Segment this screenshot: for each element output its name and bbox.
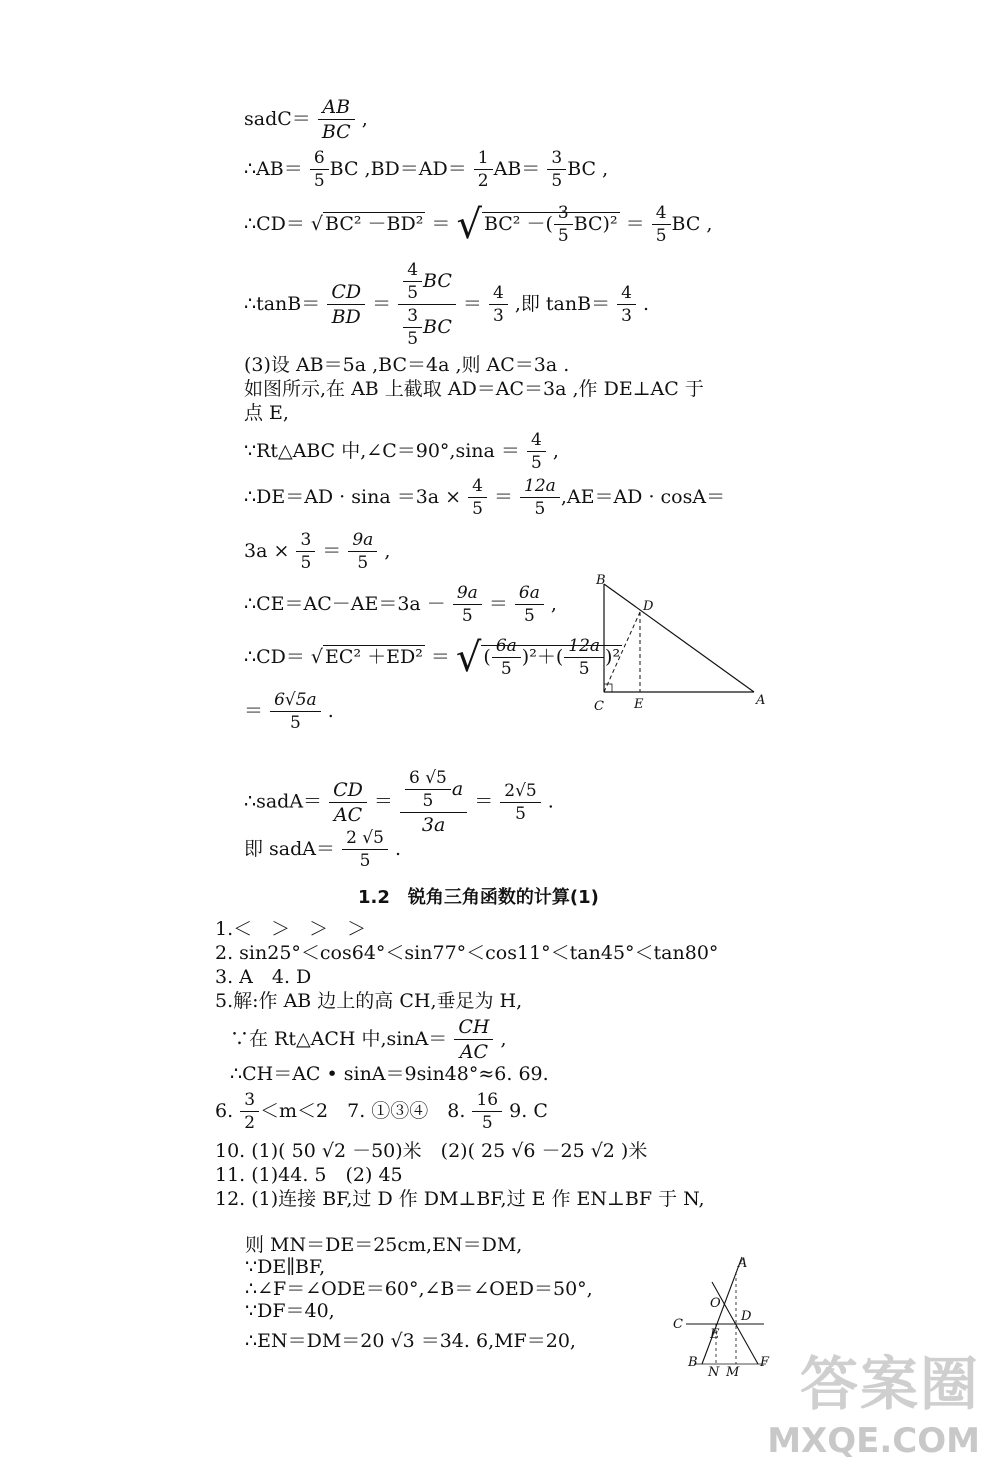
num: AB bbox=[322, 96, 351, 118]
label-o: O bbox=[710, 1296, 721, 1311]
text: 9. C bbox=[509, 1100, 548, 1122]
text: ∴tanB＝ bbox=[244, 293, 321, 315]
section-heading: 1.2 锐角三角函数的计算(1) bbox=[358, 887, 599, 908]
fraction bbox=[456, 1018, 491, 1062]
num: 4 bbox=[472, 476, 483, 496]
num: CD bbox=[331, 281, 362, 303]
den: 5 bbox=[515, 604, 544, 625]
text: sadC＝ bbox=[244, 108, 311, 130]
fraction bbox=[405, 308, 420, 348]
line-ab-bd bbox=[244, 150, 608, 190]
segment-cd bbox=[604, 612, 640, 692]
text: BC bbox=[423, 270, 452, 292]
answer-3-4: 3. A 4. D bbox=[215, 966, 312, 988]
line-ce: ∴CE＝AC－AE＝3a － $\frac{9a}{5}$ ＝ $\frac{6a}{5}$ , bbox=[244, 583, 557, 626]
fraction bbox=[491, 285, 506, 325]
num: CH bbox=[458, 1016, 490, 1038]
den: 5 bbox=[453, 604, 482, 625]
num: 3 bbox=[551, 148, 563, 168]
right-angle-mark bbox=[604, 684, 612, 692]
label-b: B bbox=[596, 573, 606, 588]
num: 4 bbox=[655, 203, 667, 223]
num: 2√5 bbox=[504, 780, 537, 801]
radicand: BC)² bbox=[573, 213, 618, 235]
text: ,即 tanB＝ bbox=[508, 293, 611, 315]
num: 6√5a bbox=[274, 690, 317, 710]
compound-fraction bbox=[400, 262, 454, 348]
fraction bbox=[320, 98, 353, 142]
label-d: D bbox=[643, 599, 654, 614]
answer-12-b: 则 MN＝DE＝25cm,EN＝DM, bbox=[245, 1234, 523, 1256]
fraction bbox=[455, 585, 480, 625]
num: 12a bbox=[568, 636, 601, 656]
fraction bbox=[272, 692, 319, 732]
line-cd: ∴CD＝ √ BC² －BD² ＝ √ BC² －( $\frac{3}{5}$ BC)² ＝ $\frac{4}{5}$ BC , bbox=[244, 202, 713, 248]
den: 5 bbox=[520, 497, 560, 518]
side-ab bbox=[604, 584, 754, 692]
fraction bbox=[405, 262, 420, 302]
radical: √ BC² －BD² bbox=[310, 213, 424, 235]
den: 5 bbox=[468, 497, 487, 518]
den: 5 bbox=[527, 451, 546, 472]
watermark bbox=[767, 1337, 980, 1461]
line-de: ∴DE＝AD · sina ＝3a × $\frac{4}{5}$ ＝ $\frac{12a}{5}$ ,AE＝AD · cosA＝ bbox=[244, 476, 726, 519]
line-sadC: sadC＝ $\frac{AB}{BC}$ , bbox=[244, 96, 368, 143]
text: ∴DE＝AD · sina ＝3a × bbox=[244, 486, 462, 508]
fraction bbox=[344, 830, 386, 870]
fraction bbox=[654, 205, 669, 245]
num: 6a bbox=[518, 583, 540, 603]
num: 1 bbox=[477, 148, 489, 168]
text: AB＝ bbox=[493, 158, 541, 180]
label-d: D bbox=[741, 1309, 752, 1324]
radicand: EC² ＋ED² bbox=[325, 646, 423, 668]
num: 4 bbox=[621, 283, 632, 303]
den: 2 bbox=[240, 1111, 259, 1132]
text: ＝ bbox=[625, 213, 645, 235]
num: 3 bbox=[557, 203, 569, 223]
fraction bbox=[517, 585, 542, 625]
fraction bbox=[549, 150, 564, 190]
label-e: E bbox=[634, 697, 644, 712]
answer-6-9 bbox=[215, 1092, 548, 1132]
fraction bbox=[474, 1092, 500, 1132]
fraction bbox=[476, 150, 491, 190]
text: 6. bbox=[215, 1100, 234, 1122]
fraction bbox=[529, 432, 544, 472]
line-sada-final: 即 sadA＝ $\frac{2 √5}{5}$ . bbox=[244, 828, 402, 871]
line-point-e: 点 E, bbox=[244, 402, 289, 424]
den: 5 bbox=[405, 789, 451, 810]
num: 3 bbox=[300, 530, 312, 550]
label-b: B bbox=[688, 1355, 698, 1370]
line-sada: ∴sadA＝ $\frac{CD}{AC}$ ＝ $\frac{6 √5}{5}$ a 3a ＝ $\frac{2√5}{5}$ . bbox=[244, 768, 554, 836]
answer-1: 1.＜ ＞ ＞ ＞ bbox=[215, 918, 367, 940]
line-cd2: ∴CD＝ √ EC² ＋ED² ＝ √ ( $\frac{6a}{5}$ )²＋( $\frac{12a}{5}$ )² bbox=[244, 635, 621, 681]
answer-12: 12. (1)连接 BF,过 D 作 DM⊥BF,过 E 作 EN⊥BF 于 N, bbox=[215, 1188, 705, 1210]
label-m: M bbox=[726, 1365, 740, 1377]
den: 5 bbox=[500, 802, 540, 823]
den: AC bbox=[329, 802, 367, 825]
fraction bbox=[470, 478, 485, 518]
text: ∵在 Rt△ACH 中,sinA＝ bbox=[230, 1028, 448, 1050]
num: 6 √5 bbox=[408, 768, 447, 788]
text: ∴AB＝ bbox=[244, 158, 303, 180]
text: ,AE＝AD · cosA＝ bbox=[560, 486, 726, 508]
text: ∴sadA＝ bbox=[244, 790, 323, 813]
watermark-url: MXQE.COM bbox=[767, 1421, 980, 1461]
fraction bbox=[242, 1092, 257, 1132]
num: 3 bbox=[244, 1090, 256, 1110]
text: ＝ bbox=[244, 700, 264, 722]
den: 5 bbox=[403, 327, 422, 348]
label-n: N bbox=[708, 1365, 720, 1377]
text: BC bbox=[423, 316, 452, 338]
label-c: C bbox=[594, 699, 604, 714]
line-ae: 3a × $\frac{3}{5}$ ＝ $\frac{9a}{5}$ , bbox=[244, 530, 391, 573]
num: 4 bbox=[407, 260, 419, 280]
den: AC bbox=[454, 1039, 493, 1062]
num: 2 √5 bbox=[346, 828, 384, 848]
label-f: F bbox=[760, 1355, 770, 1370]
fraction bbox=[502, 780, 538, 824]
fraction bbox=[556, 205, 571, 245]
den: 5 bbox=[554, 224, 573, 245]
answer-5: 5.解:作 AB 边上的高 CH,垂足为 H, bbox=[215, 990, 523, 1012]
line-sina: ∵Rt△ABC 中,∠C＝90°,sina ＝ $\frac{4}{5}$ , bbox=[244, 430, 559, 473]
den: 5 bbox=[403, 281, 422, 302]
den: 5 bbox=[652, 224, 671, 245]
text: 3a × bbox=[244, 540, 290, 562]
num: 9a bbox=[352, 530, 374, 550]
num: 4 bbox=[530, 430, 542, 450]
radical: √ EC² ＋ED² bbox=[310, 646, 423, 668]
answer-11: 11. (1)44. 5 (2) 45 bbox=[215, 1164, 403, 1186]
den: 5 bbox=[310, 169, 329, 190]
text: ∵Rt△ABC 中,∠C＝90°,sina ＝ bbox=[244, 440, 520, 462]
num: 9a bbox=[456, 583, 478, 603]
compound-fraction: $\frac{6 √5}{5}$ a 3a bbox=[402, 770, 465, 835]
answer-10: 10. (1)( 50 √2 －50)米 (2)( 25 √6 －25 √2 )米 bbox=[215, 1140, 648, 1162]
answer-2: 2. sin25°＜cos64°＜sin77°＜cos11°＜tan45°＜tan80° bbox=[215, 942, 719, 964]
triangle-figure bbox=[590, 570, 770, 715]
label-e: E bbox=[710, 1327, 720, 1342]
fraction bbox=[619, 285, 634, 325]
num: 16 bbox=[476, 1090, 499, 1110]
text: BC ,BD＝AD＝ bbox=[329, 158, 467, 180]
watermark-logo: 答案圈 bbox=[799, 1350, 980, 1418]
label-c: C bbox=[673, 1317, 683, 1332]
answer-12-f: ∴EN＝DM＝20 √3 ＝34. 6,MF＝20, bbox=[245, 1330, 576, 1352]
line-tanb: ∴tanB＝ $\frac{CD}{BD}$ ＝ $\frac{4}{5}$ BC $\frac{3}{5}$ BC ＝ $\frac{4}{3}$ ,即 tanB＝ $\frac{4}{3}$ . bbox=[244, 260, 650, 349]
fraction bbox=[312, 150, 327, 190]
num: 4 bbox=[492, 283, 504, 303]
num: 6a bbox=[495, 636, 517, 656]
radical: √ ( $\frac{6a}{5}$ )²＋( $\frac{12a}{5}$ )² bbox=[455, 635, 621, 681]
line-set-ab: (3)设 AB＝5a ,BC＝4a ,则 AC＝3a . bbox=[244, 354, 570, 376]
text: ∴CD＝ bbox=[244, 213, 305, 235]
den: 5 bbox=[348, 551, 377, 572]
label-a: A bbox=[756, 693, 766, 708]
answer-12-e: ∵DF＝40, bbox=[245, 1300, 335, 1322]
crossing-lines-figure bbox=[668, 1252, 780, 1377]
answer-5-result: ∴CH＝AC • sinA＝9sin48°≈6. 69. bbox=[230, 1063, 549, 1085]
text: BC , bbox=[567, 158, 609, 180]
answer-12-c: ∵DE∥BF, bbox=[245, 1256, 326, 1278]
num: CD bbox=[333, 778, 363, 801]
line-figure-desc: 如图所示,在 AB 上截取 AD＝AC＝3a ,作 DE⊥AC 于 bbox=[244, 378, 704, 400]
den: 5 bbox=[296, 551, 315, 572]
num: 12a bbox=[524, 476, 556, 496]
answer-5-sin: ∵在 Rt△ACH 中,sinA＝ $\frac{CH}{AC}$ , bbox=[230, 1016, 507, 1063]
den: BD bbox=[327, 304, 365, 327]
fraction bbox=[350, 532, 375, 572]
radical: √ BC² －( $\frac{3}{5}$ BC)² bbox=[456, 202, 618, 248]
fraction bbox=[329, 283, 363, 327]
radicand: BC² －BD² bbox=[325, 213, 424, 235]
text: ＜m＜2 7. ①③④ 8. bbox=[260, 1100, 466, 1122]
text: BC , bbox=[671, 213, 713, 235]
radicand: BC² －( bbox=[483, 213, 553, 235]
fraction bbox=[298, 532, 313, 572]
den: 5 bbox=[472, 1111, 502, 1132]
text: ∴CD＝ bbox=[244, 646, 305, 668]
den: 5 bbox=[564, 657, 604, 678]
den: 2 bbox=[474, 169, 493, 190]
fraction bbox=[494, 638, 519, 678]
den: 3 bbox=[489, 304, 508, 325]
text: ∴CE＝AC－AE＝3a － bbox=[244, 593, 446, 615]
num: 6 bbox=[313, 148, 325, 168]
den: 5 bbox=[492, 657, 521, 678]
num: 3 bbox=[407, 306, 419, 326]
fraction bbox=[407, 770, 449, 810]
fraction bbox=[522, 478, 558, 518]
den: 3a bbox=[400, 812, 467, 835]
den: 3 bbox=[617, 304, 636, 325]
den: 5 bbox=[270, 711, 321, 732]
den: 5 bbox=[547, 169, 566, 190]
den: 5 bbox=[342, 849, 388, 870]
line-cd-result: ＝ $\frac{6√5a}{5}$ . bbox=[244, 690, 334, 733]
den: BC bbox=[318, 119, 355, 142]
answer-12-d: ∴∠F＝∠ODE＝60°,∠B＝∠OED＝50°, bbox=[245, 1278, 593, 1300]
fraction bbox=[331, 778, 365, 826]
text: 即 sadA＝ bbox=[244, 838, 336, 860]
label-a: A bbox=[738, 1256, 748, 1271]
